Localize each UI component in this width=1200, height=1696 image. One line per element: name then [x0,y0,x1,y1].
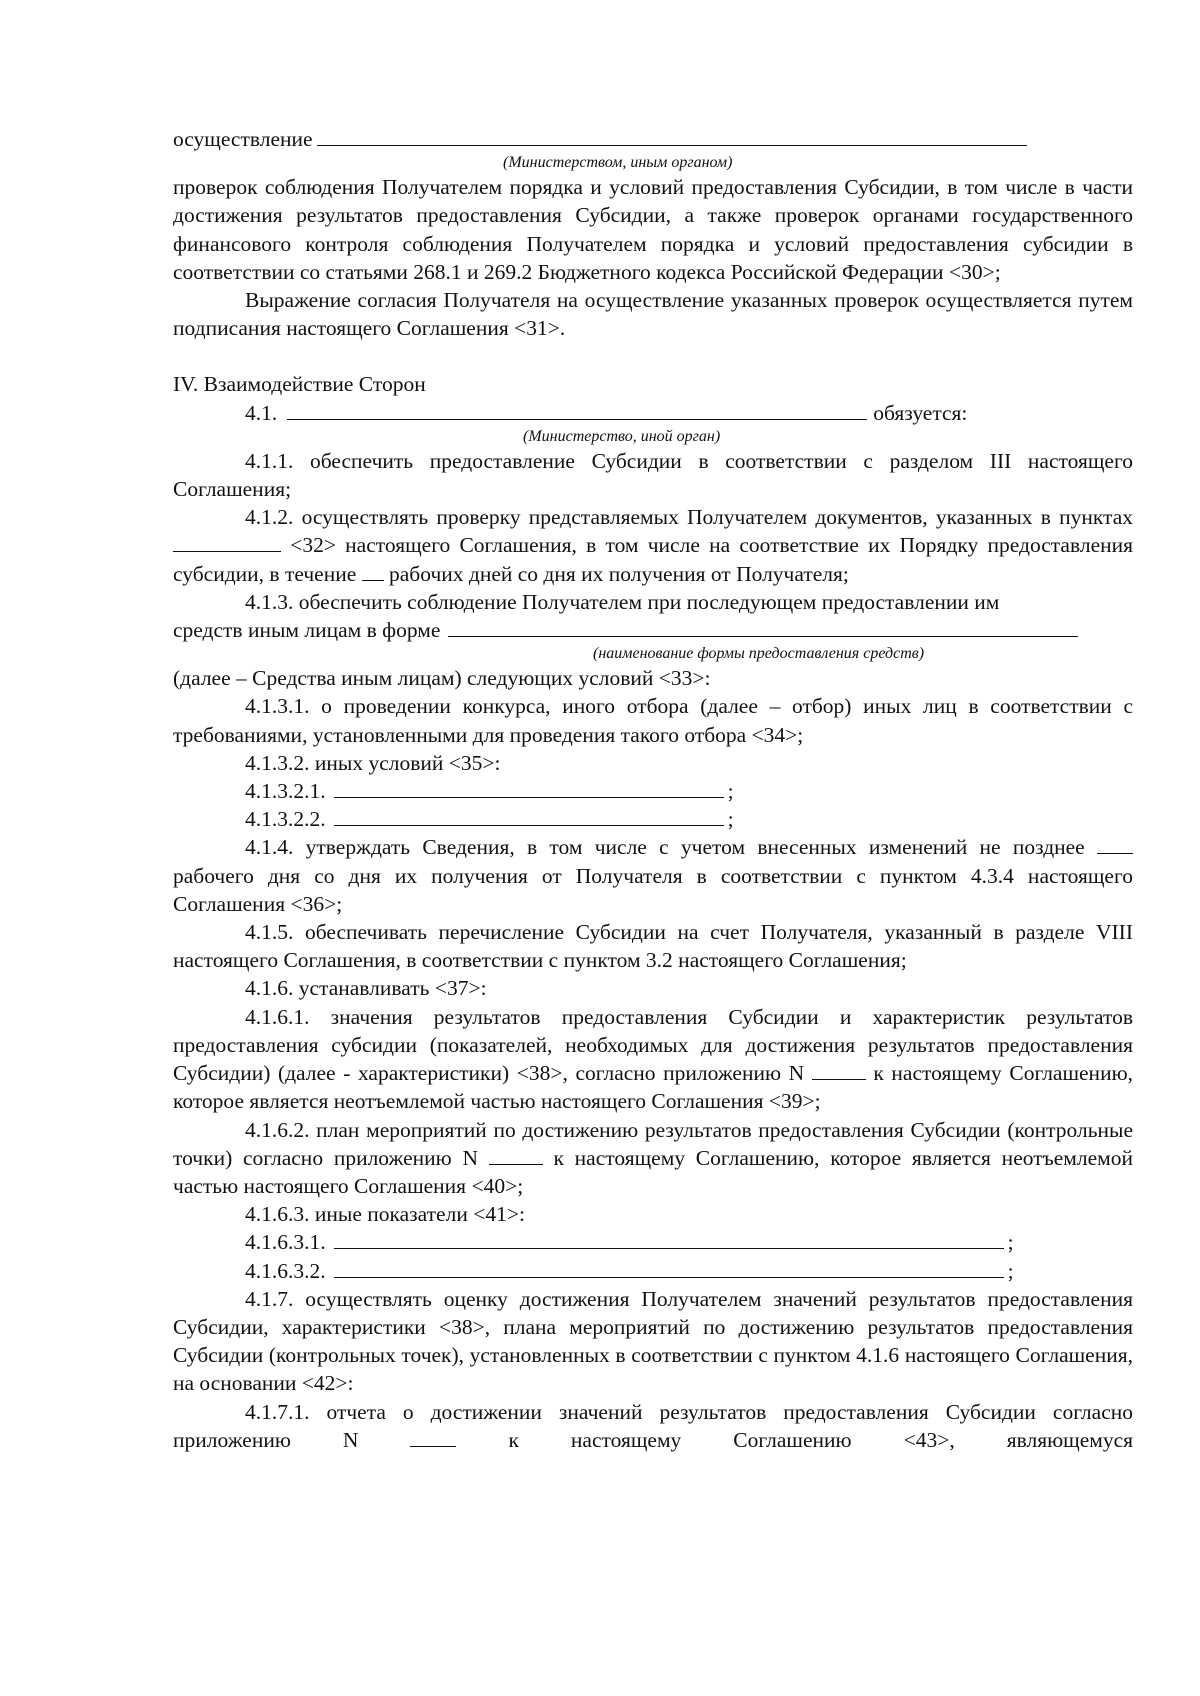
line-41631: 4.1.6.3.1. ; [245,1230,1014,1255]
clause-41632-blank [334,1257,1004,1278]
paragraph-inspections: проверок соблюдения Получателем порядка и условий предоставления Субсидии, в том числе в части достижения результатов предоставления Субсидии, а также проверок органами государственного финансового контроля соблюдения Получателем порядка и условий предоставления субсидии в соответствии со статьями 268.1 и 269.2 Бюджетного кодекса Российской Федерации <30>; [173,175,1133,284]
clause-412: 4.1.2. осуществлять проверку представляемых Получателем документов, указанных в пунктах <32> настоящего Соглашения, в том числе на соответствие их Порядку предоставления субсидии, в течение рабочих дней со дня их получения от Получателя; [173,505,1134,586]
clause-411: 4.1.1. обеспечить предоставление Субсидии в соответствии с разделом III настоящего Соглашения; [173,448,1133,502]
clause-414: 4.1.4. утверждать Сведения, в том числе с учетом внесенных изменений не позднее рабочего дня со дня их получения от Получателя в соответствии с пунктом 4.3.4 настоящего Соглашения <36>; [173,835,1133,916]
clause-412-points-blank [173,531,281,552]
form-name-caption: (наименование формы предоставления средств) [593,645,925,663]
clause-4162-appendix-blank [489,1144,543,1165]
clause-413-conditions: (далее – Средства иным лицам) следующих условий <33>: [173,666,711,691]
line-41321: 4.1.3.2.1. ; [245,779,734,804]
clause-4171: 4.1.7.1. отчета о достижении значений результатов предоставления Субсидии согласно приложению N к настоящему Соглашению <43>, являющемуся [173,1399,1134,1452]
ministry-organ-caption: (Министерство, иной орган) [523,427,721,445]
line-implementation [173,125,1133,153]
clause-412-days-blank [362,560,384,581]
clause-4162: 4.1.6.2. план мероприятий по достижению результатов предоставления Субсидии (контрольные точки) согласно приложению N к настоящему Соглашению, которое является неотъемлемой частью настоящего Соглашения <40>; [173,1117,1133,1198]
clause-416: 4.1.6. устанавливать <37>: [245,976,487,1001]
clause-41-blank [287,399,867,420]
clause-413: 4.1.3. обеспечить соблюдение Получателем при последующем предоставлении им [245,589,1000,614]
clause-413-form-blank [448,616,1078,637]
clause-417: 4.1.7. осуществлять оценку достижения Получателем значений результатов предоставления Субсидии, характеристики <38>, плана мероприятий по достижению результатов предоставления Субсидии (контрольных точек), установленных в соответствии с пунктом 4.1.6 настоящего Соглашения, на основании <42>: [173,1286,1133,1396]
implementation-blank [317,125,1027,146]
clause-414-day-blank [1097,833,1133,854]
line-41322: 4.1.3.2.2. ; [245,807,734,832]
clause-41631-blank [334,1228,1004,1249]
clause-4161-appendix-blank [812,1059,866,1080]
clause-4161: 4.1.6.1. значения результатов предоставления Субсидии и характеристик результатов предоставления субсидии (показателей, необходимых для достижения результатов предоставления Субсидии) (далее - характеристики) <38>, согласно приложению N к настоящему Соглашению, которое является неотъемлемой частью настоящего Соглашения <39>; [173,1004,1134,1114]
clause-4132: 4.1.3.2. иных условий <35>: [245,750,501,775]
line-413-form: средств иным лицам в форме [173,616,1133,644]
clause-4163: 4.1.6.3. иные показатели <41>: [245,1202,525,1227]
line-41 [173,399,1133,427]
clause-41-obliges: обязуется: [873,400,968,425]
ministry-caption: (Министерством, иным органом) [503,154,733,172]
clause-41-number: 4.1. [245,400,278,425]
line-41632: 4.1.6.3.2. ; [245,1258,1014,1283]
clause-41322-blank [334,805,724,826]
clause-4131: 4.1.3.1. о проведении конкурса, иного отбора (далее – отбор) иных лиц в соответствии с требованиями, установленными для проведения такого отбора <34>; [173,694,1133,747]
clause-415: 4.1.5. обеспечивать перечисление Субсидии на счет Получателя, указанный в разделе VIII настоящего Соглашения, в соответствии с пунктом 3.2 настоящего Соглашения; [173,920,1133,973]
clause-4171-appendix-blank [410,1426,456,1447]
implementation-label: осуществление [173,127,313,151]
paragraph-consent: Выражение согласия Получателя на осуществление указанных проверок осуществляется путем подписания настоящего Соглашения <31>. [173,288,1133,341]
document-page [173,125,1133,1454]
section-heading: IV. Взаимодействие Сторон [173,372,426,397]
clause-41321-blank [334,777,724,798]
